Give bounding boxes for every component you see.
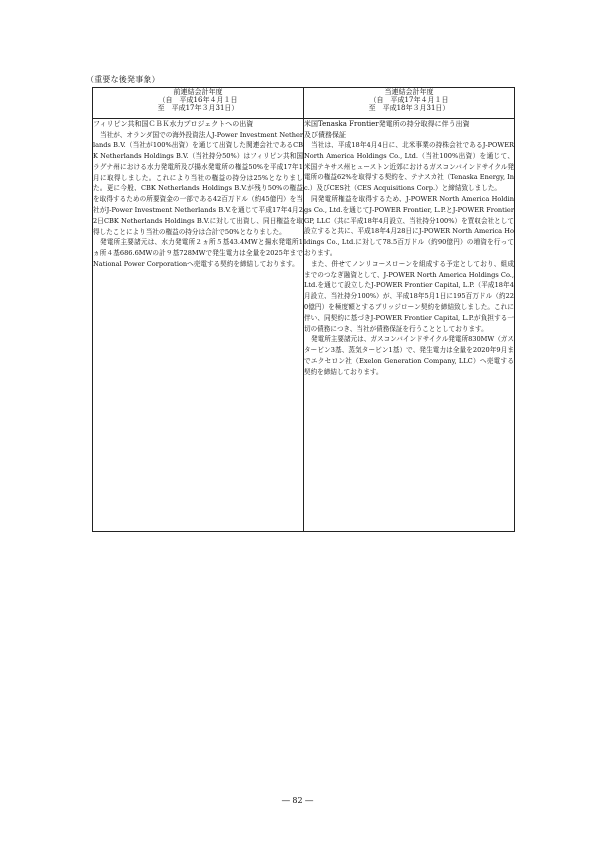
right-header-line3: 至 平成18年３月31日） (368, 104, 450, 112)
right-column-header (304, 88, 515, 119)
right-subtitle-line1: 米国Tenaska Frontier発電所の持分取得に伴う出資 (304, 120, 470, 128)
page-number: ― 82 ― (281, 796, 314, 805)
section-title: （重要な後発事象） (86, 75, 160, 84)
right-column-body (304, 119, 515, 532)
right-header-line1: 当連結会計年度 (384, 88, 434, 96)
left-column-body (93, 119, 304, 532)
left-header-line2: （自 平成16年４月１日 (158, 96, 238, 104)
left-paragraph-1: 当社が、オランダ国での海外投資法人J-Power Investment Netherlands B.V.（当社が100%出資）を通じて出資した関連会社であるCBK Netherlands Holdings B.V.（当社持分50%）はフィリピン共和国ラグナ州における水力発電所及び揚水発電所の権益50%を平成17年1月に取得しました。これにより当社の権益の持分は25%となりました。更に今般、CBK Netherlands Holdings B.V.が残り50%の権益を取得するための所要資金の一部である42百万ドル（約45億円）を当社がJ-Power Investment Netherlands B.V.を通じて平成17年4月22日CBK Netherlands Holdings B.V.に対して出資し、同日権益を取得したことにより当社の権益の持分は合計で50%となりました。 (93, 130, 303, 236)
right-paragraph-3: また、併せてノンリコースローンを組成する予定としており、組成までのつなぎ融資として、J-POWER North America Holdings Co., Ltd.を通じて設立したJ-POWER Frontier Capital, L.P.（平成18年4月設立、当社持分100%）が、平成18年5月1日に195百万ドル（約220億円）を極度額とするブリッジローン契約を締結致しました。これに伴い、同契約に基づきJ-POWER Frontier Capital, L.P.が負担する一切の債務につき、当社が債務保証を行うこととしております。 (304, 259, 514, 333)
left-header-line3: 至 平成17年３月31日） (157, 104, 239, 112)
table-body-row (93, 119, 515, 532)
right-paragraph-1: 当社は、平成18年4月4日に、北米事業の持株会社であるJ-POWER North America Holdings Co., Ltd.（当社100%出資）を通じて、米国テキサス州ヒューストン近郊におけるガスコンバインドサイクル発電所の権益62%を取得する契約を、テナスカ社（Tenaska Energy, Inc.）及びCES社（CES Acquisitions Corp.）と締結致しました。 (304, 141, 514, 193)
left-paragraph-2: 発電所主要諸元は、水力発電所２ヵ所５基43.4MWと揚水発電所1ヵ所４基686.6MWの計９基728MWで発生電力は全量を2025年までNational Power Corporationへ売電する契約を締結しております。 (93, 238, 303, 269)
subsequent-events-table (92, 87, 515, 532)
left-header-line1: 前連結会計年度 (173, 88, 223, 96)
table-header-row (93, 88, 515, 119)
right-paragraph-2: 同発電所権益を取得するため、J-POWER North America Holdings Co., Ltd.を通じてJ-POWER Frontier, L.P.とJ-POWER Frontier GP, LLC（共に平成18年4月設立、当社持分100%）を買収会社として設立すると共に、平成18年4月28日にJ-POWER North America Holdings Co., Ltd.に対して78.5百万ドル（約90億円）の増資を行っております。 (304, 194, 514, 257)
right-subtitle-line2: 及び債務保証 (304, 130, 346, 139)
left-subtitle: フィリピン共和国ＣＢＫ水力プロジェクトへの出資 (93, 120, 254, 128)
left-column-header (93, 88, 304, 119)
right-header-line2: （自 平成17年４月１日 (369, 96, 449, 104)
right-paragraph-4: 発電所主要諸元は、ガスコンバインドサイクル発電所830MW（ガスタービン3基、蒸気タービン1基）で、発生電力は全量を2020年9月までエクセロン社（Exelon Generation Company, LLC）へ売電する契約を締結しております。 (304, 335, 514, 376)
